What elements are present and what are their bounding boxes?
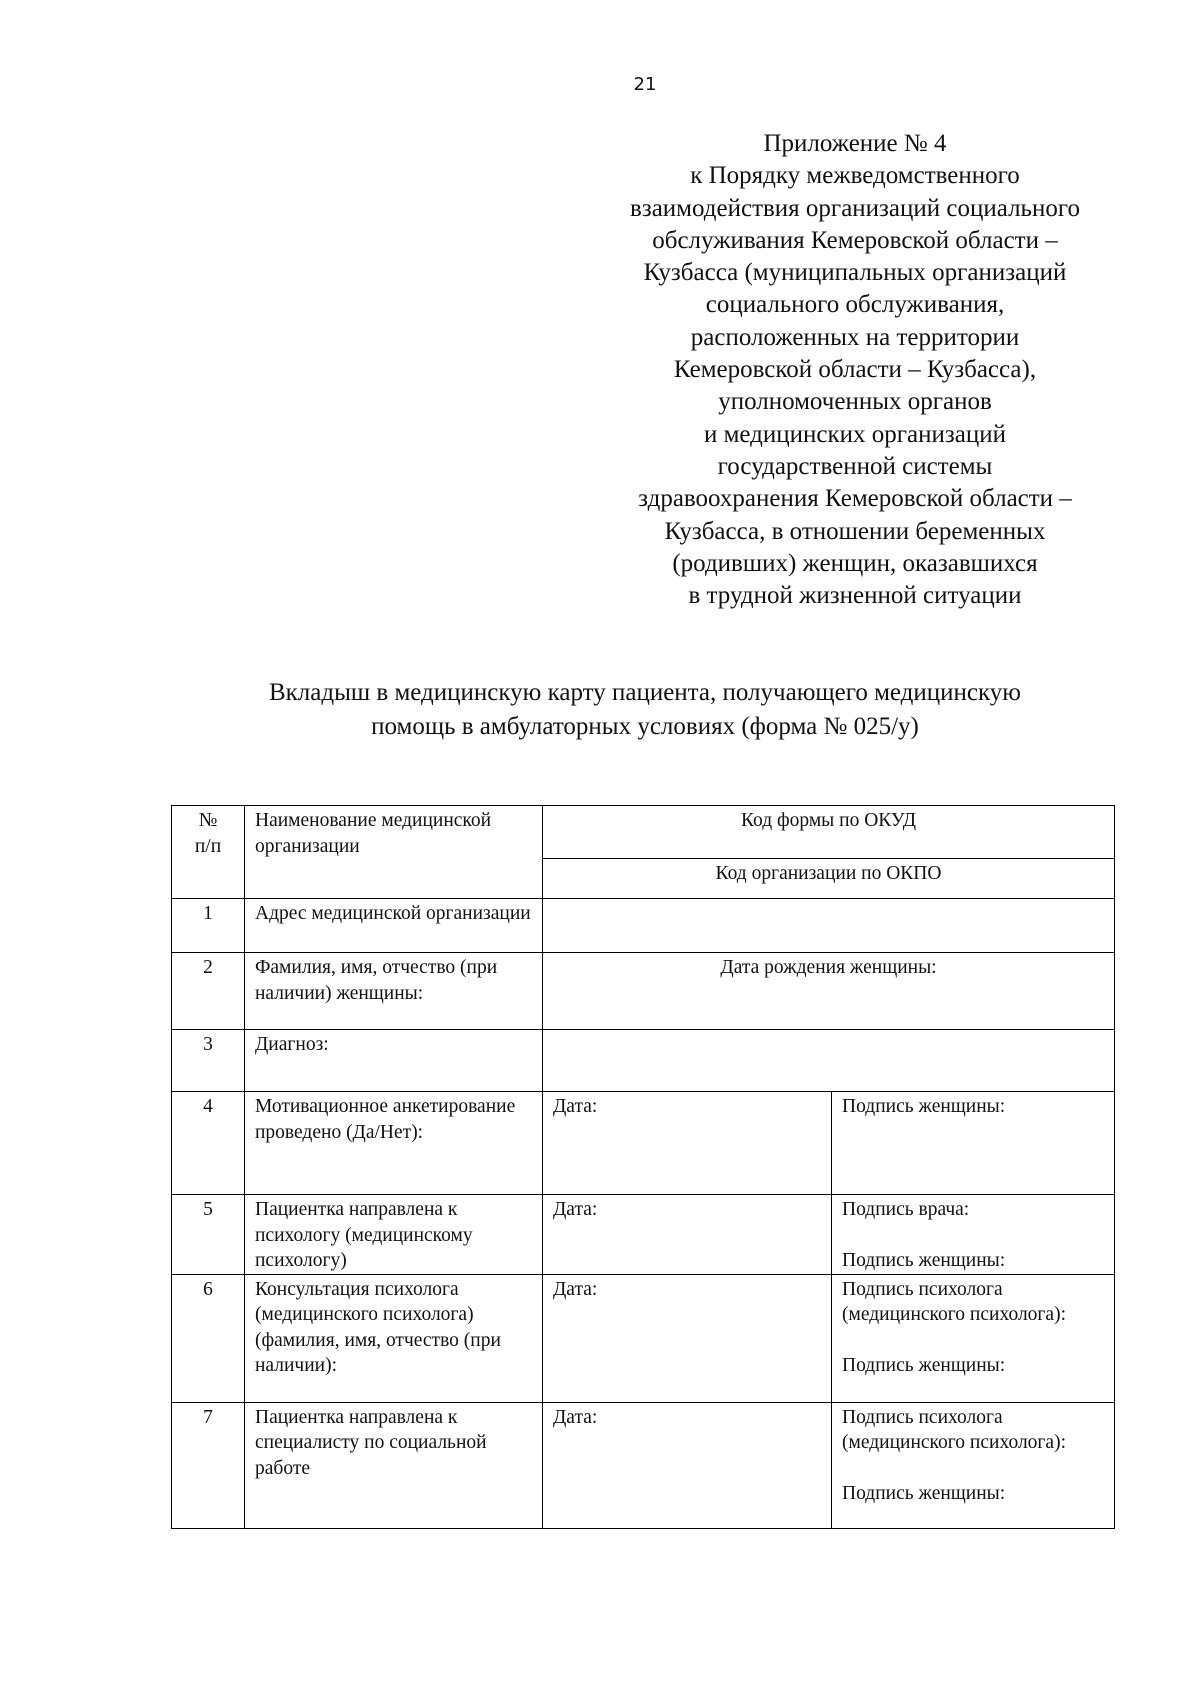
header-org-name: Наименование медицинской организации xyxy=(245,806,543,899)
address-value-cell xyxy=(543,899,1115,953)
signature-label: Подпись женщины: xyxy=(842,1482,1006,1504)
table-header-row xyxy=(172,806,1115,859)
appendix-header xyxy=(585,128,1125,612)
signature-cell xyxy=(832,1195,1115,1275)
appendix-line: обслуживания Кемеровской области – xyxy=(652,226,1058,254)
appendix-line: взаимодействия организаций социального xyxy=(630,194,1080,222)
appendix-line: Кузбасса, в отношении беременных xyxy=(664,517,1046,545)
form-title xyxy=(150,676,1140,744)
form-title-line: помощь в амбулаторных условиях (форма № 025/у) xyxy=(371,713,919,740)
table-row xyxy=(172,953,1115,1030)
header-number-sign: № xyxy=(198,810,218,831)
row-label: Диагноз: xyxy=(245,1030,543,1092)
row-number: 1 xyxy=(172,899,245,953)
page-number: 21 xyxy=(633,74,657,95)
signature-label: Подпись психолога (медицинского психолога): xyxy=(842,1406,1066,1453)
signature-label: Подпись психолога (медицинского психолога): xyxy=(842,1278,1066,1325)
birth-date-cell: Дата рождения женщины: xyxy=(543,953,1115,1030)
table-row xyxy=(172,1195,1115,1275)
header-number-cell xyxy=(172,806,245,899)
signature-cell xyxy=(832,1092,1115,1195)
signature-label: Подпись женщины: xyxy=(842,1096,1006,1117)
date-cell: Дата: xyxy=(543,1195,832,1275)
diagnosis-value-cell xyxy=(543,1030,1115,1092)
row-label: Пациентка направлена к специалисту по социальной работе xyxy=(245,1402,543,1528)
appendix-line: социального обслуживания, xyxy=(705,291,1005,319)
table-row xyxy=(172,1402,1115,1528)
appendix-line: здравоохранения Кемеровской области – xyxy=(638,485,1072,513)
signature-label: Подпись женщины: xyxy=(842,1249,1006,1271)
appendix-line: (родивших) женщин, оказавшихся xyxy=(672,549,1038,577)
signature-cell xyxy=(832,1274,1115,1402)
appendix-line: к Порядку межведомственного xyxy=(690,162,1020,190)
row-number: 5 xyxy=(172,1195,245,1275)
row-number: 4 xyxy=(172,1092,245,1195)
appendix-line: государственной системы xyxy=(717,452,993,480)
signature-label: Подпись врача: xyxy=(842,1199,970,1220)
appendix-line: в трудной жизненной ситуации xyxy=(688,582,1022,610)
appendix-line: и медицинских организаций xyxy=(703,420,1007,448)
row-label: Консультация психолога (медицинского психолога) (фамилия, имя, отчество (при наличии): xyxy=(245,1274,543,1402)
appendix-line: уполномоченных органов xyxy=(718,388,992,416)
row-label: Адрес медицинской организации xyxy=(245,899,543,953)
header-number-abbrev: п/п xyxy=(194,835,222,857)
date-cell: Дата: xyxy=(543,1402,832,1528)
appendix-line: расположенных на территории xyxy=(690,323,1020,351)
header-okud: Код формы по ОКУД xyxy=(543,806,1115,859)
appendix-line: Кемеровской области – Кузбасса), xyxy=(673,356,1037,384)
row-number: 2 xyxy=(172,953,245,1030)
date-cell: Дата: xyxy=(543,1274,832,1402)
table-row xyxy=(172,1092,1115,1195)
table-row xyxy=(172,1030,1115,1092)
row-number: 7 xyxy=(172,1402,245,1528)
appendix-line: Приложение № 4 xyxy=(763,130,947,157)
date-cell: Дата: xyxy=(543,1092,832,1195)
appendix-line: Кузбасса (муниципальных организаций xyxy=(643,259,1067,287)
signature-label: Подпись женщины: xyxy=(842,1354,1006,1376)
row-label: Фамилия, имя, отчество (при наличии) женщины: xyxy=(245,953,543,1030)
table-row xyxy=(172,1274,1115,1402)
table-row xyxy=(172,899,1115,953)
signature-cell xyxy=(832,1402,1115,1528)
row-number: 3 xyxy=(172,1030,245,1092)
row-number: 6 xyxy=(172,1274,245,1402)
form-title-line: Вкладыш в медицинскую карту пациента, получающего медицинскую xyxy=(268,679,1021,706)
row-label: Пациентка направлена к психологу (медицинскому психологу) xyxy=(245,1195,543,1275)
insert-form-table xyxy=(171,805,1115,1529)
header-okpo: Код организации по ОКПО xyxy=(543,859,1115,899)
row-label: Мотивационное анкетирование проведено (Да/Нет): xyxy=(245,1092,543,1195)
